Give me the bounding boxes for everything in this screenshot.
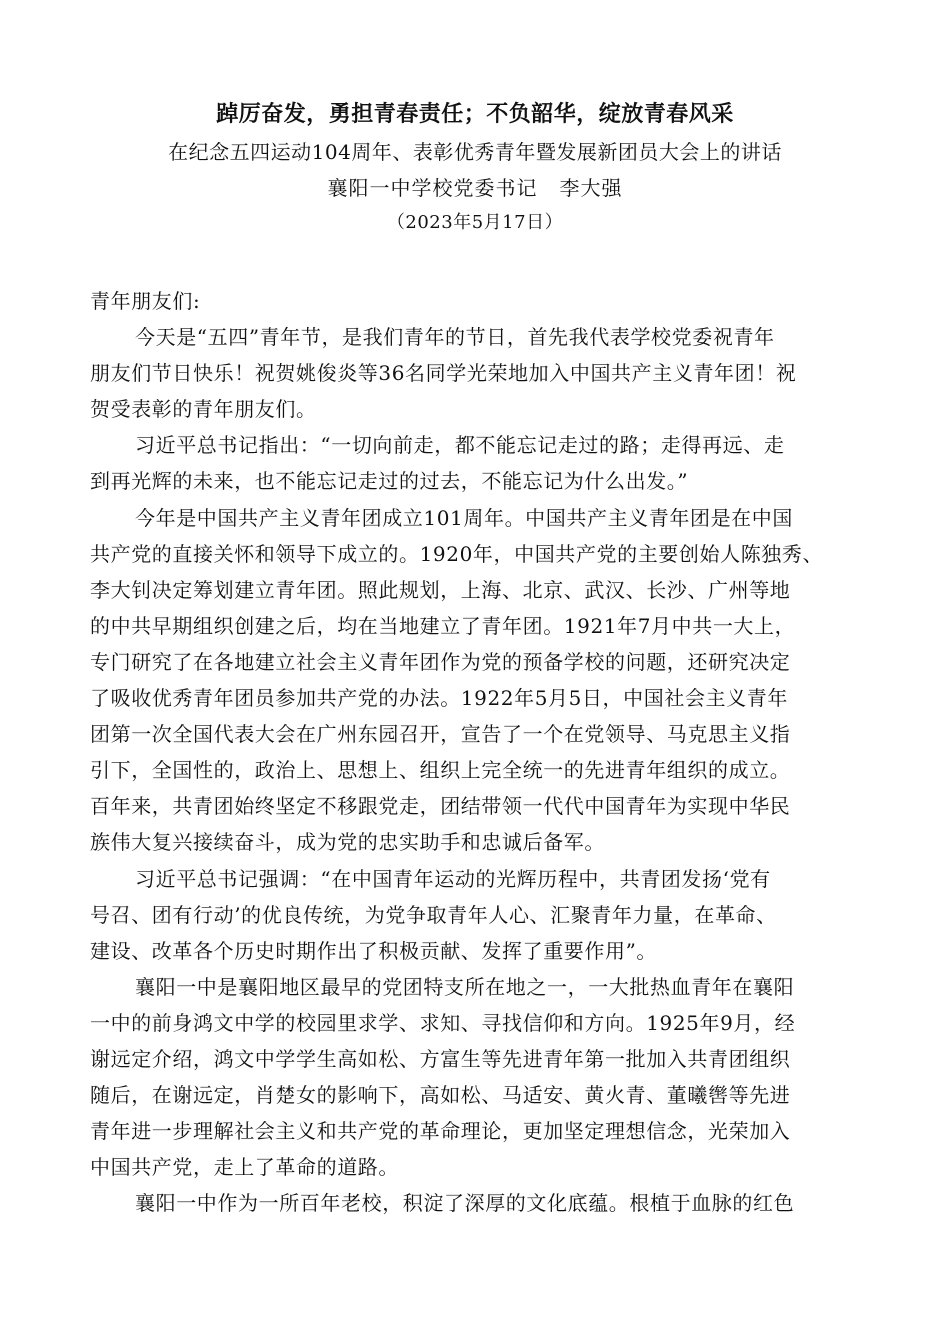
document-body [90, 283, 870, 1221]
author-name: 李大强 [559, 176, 623, 200]
paragraph-start-line: 今天是“五四”青年节，是我们青年的节日，首先我代表学校党委祝青年 [135, 325, 775, 350]
text-line: 中国共产党，走上了革命的道路。 [90, 1155, 399, 1180]
text-line: 族伟大复兴接续奋斗，成为党的忠实助手和忠诚后备军。 [90, 830, 605, 855]
text-line: 了吸收优秀青年团员参加共产党的办法。1922年5月5日，中国社会主义青年 [90, 686, 788, 711]
text-line: 团第一次全国代表大会在广州东园召开，宣告了一个在党领导、马克思主义指 [90, 722, 791, 747]
text-line: 朋友们节日快乐！祝贺姚俊炎等36名同学光荣地加入中国共产主义青年团！祝 [90, 361, 797, 386]
text-line: 谢远定介绍，鸿文中学学生高如松、方富生等先进青年第一批加入共青团组织 [90, 1046, 791, 1071]
text-line: 一中的前身鸿文中学的校园里求学、求知、寻找信仰和方向。1925年9月，经 [90, 1010, 796, 1035]
paragraph-start-line: 襄阳一中是襄阳地区最早的党团特支所在地之一，一大批热血青年在襄阳 [135, 974, 795, 999]
author-line [0, 172, 950, 201]
document-title: 踔厉奋发，勇担青春责任；不负韶华，绽放青春风采 [216, 101, 734, 127]
document-subtitle: 在纪念五四运动104周年、表彰优秀青年暨发展新团员大会上的讲话 [168, 140, 782, 164]
body-lines [90, 319, 870, 1221]
paragraph-start-line: 今年是中国共产主义青年团成立101周年。中国共产主义青年团是在中国 [135, 505, 793, 530]
text-line: 号召、团有行动’的优良传统，为党争取青年人心、汇聚青年力量，在革命、 [90, 902, 777, 927]
text-line: 专门研究了在各地建立社会主义青年团作为党的预备学校的问题，还研究决定 [90, 649, 791, 674]
author-org: 襄阳一中学校党委书记 [327, 176, 538, 200]
paragraph-start-line: 襄阳一中作为一所百年老校，积淀了深厚的文化底蕴。根植于血脉的红色 [135, 1191, 795, 1216]
text-line: 到再光辉的未来，也不能忘记走过的过去，不能忘记为什么出发。” [90, 469, 689, 494]
text-line: 百年来，共青团始终坚定不移跟党走，团结带领一代代中国青年为实现中华民 [90, 794, 791, 819]
text-line: 建设、改革各个历史时期作出了积极贡献、发挥了重要作用”。 [90, 938, 658, 963]
text-line: 的中共早期组织创建之后，均在当地建立了青年团。1921年7月中共一大上， [90, 613, 796, 638]
paragraph-start-line: 习近平总书记强调：“在中国青年运动的光辉历程中，共青团发扬‘党有 [135, 866, 771, 891]
text-line: 青年进一步理解社会主义和共产党的革命理论，更加坚定理想信念，光荣加入 [90, 1119, 791, 1144]
speech-date: （2023年5月17日） [386, 212, 564, 233]
text-line: 李大钊决定筹划建立青年团。照此规划，上海、北京、武汉、长沙、广州等地 [90, 577, 791, 602]
salutation: 青年朋友们: [90, 289, 201, 313]
text-line: 随后，在谢远定，肖楚女的影响下，高如松、马适安、黄火青、董曦辔等先进 [90, 1083, 791, 1108]
text-line: 贺受表彰的青年朋友们。 [90, 397, 317, 422]
paragraph-start-line: 习近平总书记指出：“一切向前走，都不能忘记走过的路；走得再远、走 [135, 433, 785, 458]
text-line: 引下，全国性的，政治上、思想上、组织上完全统一的先进青年组织的成立。 [90, 758, 791, 783]
text-line: 共产党的直接关怀和领导下成立的。1920年，中国共产党的主要创始人陈独秀、 [90, 541, 824, 566]
